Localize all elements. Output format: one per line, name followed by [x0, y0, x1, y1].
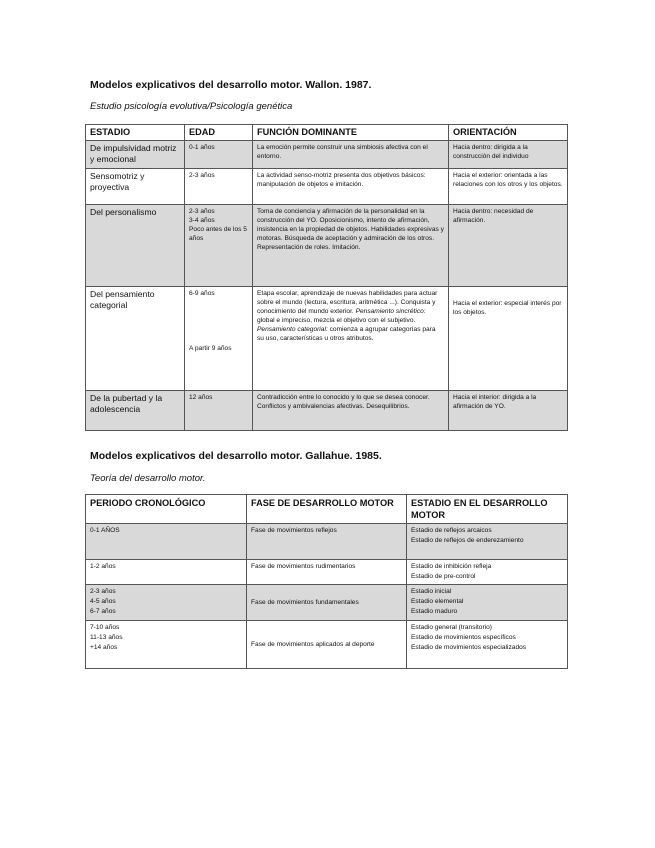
fase-cell: Fase de movimientos reflejos: [247, 524, 407, 560]
edad-cell: [185, 205, 253, 287]
header-orientacion: ORIENTACIÓN: [449, 125, 568, 141]
edad-value: A partir 9 años: [189, 345, 232, 352]
periodo-value: 2-3 años: [90, 588, 116, 595]
table-row: [86, 391, 568, 431]
periodo-value: 1-2 años: [90, 563, 116, 570]
estadio-cell: Del personalismo: [86, 205, 185, 287]
periodo-cell: [86, 621, 247, 669]
section1-subtitle: Estudio psicología evolutiva/Psicología genética: [90, 101, 293, 112]
estadio-value: Estadio general (transitorio): [411, 624, 492, 631]
table-row: [86, 205, 568, 287]
table-row: [86, 287, 568, 391]
funcion-text: global e impreciso, mezcla el objetivo con el subjetivo.: [257, 317, 416, 324]
funcion-text: comienza a agrupar categorías para su uso, características u otros atributos.: [257, 326, 436, 342]
header-estadio: ESTADIO: [86, 125, 185, 141]
edad-value: 2-3 años: [189, 208, 215, 215]
header-fase: FASE DE DESARROLLO MOTOR: [247, 495, 407, 524]
estadio-value: Estadio de reflejos de enderezamiento: [411, 537, 524, 544]
fase-cell: Fase de movimientos aplicados al deporte: [247, 621, 407, 669]
edad-value: 0-1 años: [189, 144, 215, 151]
estadio-cell: [407, 585, 568, 621]
estadio-cell: [407, 560, 568, 585]
section2-title: Modelos explicativos del desarrollo motor. Gallahue. 1985.: [90, 450, 382, 462]
periodo-value: 7-10 años: [90, 624, 120, 631]
periodo-cell: [86, 560, 247, 585]
section2-subtitle: Teoría del desarrollo motor.: [90, 473, 206, 484]
estadio-value: Estadio inicial: [411, 588, 452, 595]
fase-cell: Fase de movimientos rudimentarios: [247, 560, 407, 585]
table-header-row: [86, 495, 568, 524]
periodo-value: 4-5 años: [90, 598, 116, 605]
periodo-cell: [86, 524, 247, 560]
edad-value: 3-4 años: [189, 217, 215, 224]
edad-cell: [185, 287, 253, 391]
funcion-cell: Contradicción entre lo conocido y lo que se desea conocer. Conflictos y ambivalencias afectivas. Desequilibrios.: [253, 391, 449, 431]
funcion-cell: Toma de conciencia y afirmación de la personalidad en la construcción del YO. Oposicionismo, intento de afirmación, insistencia en la propiedad de objetos. Habilidades expresivas y motoras. Búsqueda de aceptación y admiración de los otros. Representación de roles. Imitación.: [253, 205, 449, 287]
table-row: [86, 524, 568, 560]
estadio-value: Estadio de reflejos arcaicos: [411, 527, 492, 534]
funcion-cell: La actividad senso-motriz presenta dos objetivos básicos: manipulación de objetos e imitación.: [253, 169, 449, 205]
estadio-cell: De la pubertad y la adolescencia: [86, 391, 185, 431]
periodo-cell: [86, 585, 247, 621]
estadio-value: Estadio de inhibición refleja: [411, 563, 492, 570]
section1-title: Modelos explicativos del desarrollo motor. Wallon. 1987.: [90, 79, 372, 91]
funcion-cell: [253, 287, 449, 391]
estadio-cell: [407, 621, 568, 669]
edad-cell: [185, 169, 253, 205]
estadio-value: Estadio de movimientos específicos: [411, 634, 516, 641]
edad-cell: [185, 391, 253, 431]
funcion-cell: La emoción permite construir una simbiosis afectiva con el entorno.: [253, 141, 449, 169]
header-periodo: PERIODO CRONOLÓGICO: [86, 495, 247, 524]
estadio-cell: Del pensamiento categorial: [86, 287, 185, 391]
header-edad: EDAD: [185, 125, 253, 141]
edad-value: 6-9 años: [189, 290, 215, 297]
gallahue-table: [85, 494, 568, 669]
table-row: [86, 585, 568, 621]
estadio-value: Estadio de movimientos especializados: [411, 644, 527, 651]
estadio-cell: De impulsividad motriz y emocional: [86, 141, 185, 169]
table-row: [86, 141, 568, 169]
funcion-label: Pensamiento categorial:: [257, 326, 328, 333]
orientacion-cell: [449, 287, 568, 391]
edad-value: Poco antes de los 5 años: [189, 226, 247, 242]
edad-cell: [185, 141, 253, 169]
table-header-row: [86, 125, 568, 141]
orientacion-cell: Hacia el interior: dirigida a la afirmación de YO.: [449, 391, 568, 431]
periodo-value: 0-1 AÑOS: [90, 527, 120, 534]
edad-value: 12 años: [189, 394, 213, 401]
estadio-value: Estadio maduro: [411, 608, 458, 615]
header-funcion: FUNCIÓN DOMINANTE: [253, 125, 449, 141]
fase-cell: Fase de movimientos fundamentales: [247, 585, 407, 621]
estadio-cell: [407, 524, 568, 560]
table-row: [86, 169, 568, 205]
funcion-label: Pensamiento sincrético:: [355, 308, 426, 315]
periodo-value: 6-7 años: [90, 608, 116, 615]
orientacion-cell: Hacia dentro: dirigida a la construcción del individuo: [449, 141, 568, 169]
periodo-value: 11-13 años: [90, 634, 123, 641]
header-estadio: ESTADIO EN EL DESARROLLO MOTOR: [407, 495, 568, 524]
table-row: [86, 560, 568, 585]
orientacion-cell: Hacia dentro: necesidad de afirmación.: [449, 205, 568, 287]
orientacion-text: Hacia el exterior: especial interés por los objetos.: [453, 300, 562, 316]
estadio-value: Estadio elemental: [411, 598, 464, 605]
edad-value: 2-3 años: [189, 172, 215, 179]
table-row: [86, 621, 568, 669]
funcion-text: Etapa escolar, aprendizaje de nuevas habilidades para actuar sobre el mundo (lectura, escritura, aritmética ...). Conquista y conocimiento del mundo exterior.: [257, 290, 438, 315]
estadio-value: Estadio de pre-control: [411, 573, 476, 580]
wallon-table: [85, 124, 568, 431]
orientacion-cell: Hacia el exterior: orientada a las relaciones con los otros y los objetos.: [449, 169, 568, 205]
periodo-value: +14 años: [90, 644, 118, 651]
estadio-cell: Sensomotriz y proyectiva: [86, 169, 185, 205]
